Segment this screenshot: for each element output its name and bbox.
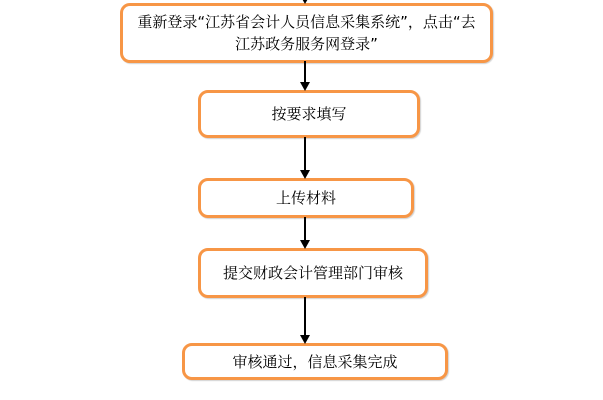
flow-step-upload-materials-label: 上传材料 — [275, 189, 336, 207]
down-arrow-1-icon — [300, 61, 310, 91]
down-arrow-3-icon — [300, 217, 310, 249]
flow-step-collection-complete — [182, 343, 448, 380]
arrow-shaft — [304, 61, 306, 82]
flow-step-upload-materials — [198, 178, 414, 218]
down-arrow-2-icon — [300, 137, 310, 179]
arrowhead-icon — [301, 0, 309, 4]
flow-step-submit-review — [198, 248, 428, 298]
flow-step-relogin-label-line2: 江苏政务服务网登录” — [235, 35, 378, 53]
down-arrow-4-icon — [300, 297, 310, 344]
flow-step-fill-form-label: 按要求填写 — [271, 105, 347, 123]
arrowhead-icon — [300, 82, 310, 91]
flow-step-collection-complete-label: 审核通过，信息采集完成 — [232, 352, 398, 371]
incoming-down-arrow-icon — [301, 0, 309, 6]
flow-step-submit-review-label: 提交财政会计管理部门审核 — [222, 264, 403, 282]
arrow-shaft — [304, 137, 306, 170]
arrowhead-icon — [300, 170, 310, 179]
flow-step-relogin — [120, 3, 493, 63]
arrowhead-icon — [300, 240, 310, 249]
arrow-shaft — [304, 297, 306, 335]
arrow-shaft — [304, 217, 306, 240]
flow-step-fill-form — [198, 90, 420, 138]
arrowhead-icon — [300, 335, 310, 344]
flow-step-relogin-label-line1: 重新登录“江苏省会计人员信息采集系统”，点击“去 — [137, 13, 476, 31]
